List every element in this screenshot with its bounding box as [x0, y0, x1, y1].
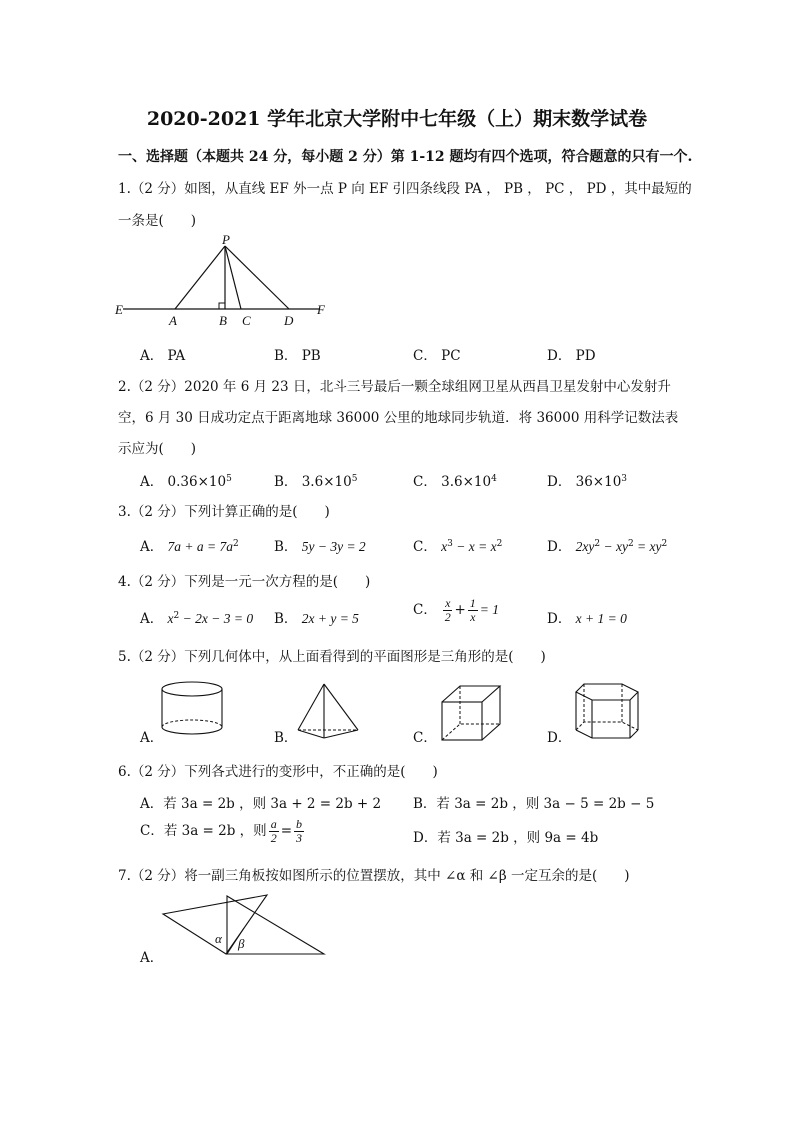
fig-label-p: P	[222, 232, 230, 247]
q6-stem: 6.（2 分）下列各式进行的变形中，不正确的是( )	[118, 764, 438, 780]
q2-line1: 2.（2 分）2020 年 6 月 23 日，北斗三号最后一颗全球组网卫星从西昌卫星发射中心发射升	[118, 379, 671, 395]
q3-stem: 3.（2 分）下列计算正确的是( )	[118, 504, 330, 520]
q6-option-b[interactable]: B．若 3a = 2b ，则 3a − 5 = 2b − 5	[413, 796, 655, 812]
fig-label-e: E	[115, 302, 123, 317]
cube-figure	[440, 684, 510, 744]
q5-option-c[interactable]: C．	[413, 730, 437, 746]
fig-label-alpha: α	[215, 931, 222, 946]
q4-option-c[interactable]: C． $\frac{x}{2}$ + $\frac{1}{x}$ = 1	[413, 596, 500, 624]
page-title: 2020-2021 学年北京大学附中七年级（上）期末数学试卷	[146, 108, 648, 130]
q7-option-a[interactable]: A．	[140, 950, 164, 966]
q6-option-a[interactable]: A．若 3a = 2b ，则 3a + 2 = 2b + 2	[140, 796, 382, 812]
section-heading: 一、选择题（本题共 24 分，每小题 2 分）第 1-12 题均有四个选项，符合题意的只有一个.	[118, 149, 693, 165]
q2-option-c[interactable]: C． $3.6\times 10^4$	[413, 474, 497, 490]
q1-line1: 1.（2 分）如图，从直线 EF 外一点 P 向 EF 引四条线段 PA ， PB ， PC ， PD ，其中最短的	[118, 181, 692, 197]
q5-option-d[interactable]: D．	[547, 730, 572, 746]
q3-option-a[interactable]: A． $7a + a = 7a^2$	[140, 539, 239, 555]
q2-option-d[interactable]: D． $36\times 10^3$	[547, 474, 628, 490]
q3-option-c[interactable]: C． $x^3 - x = x^2$	[413, 539, 503, 555]
pyramid-figure	[296, 682, 366, 742]
q5-option-b[interactable]: B．	[274, 730, 298, 746]
fig-label-a: A	[169, 313, 177, 328]
q4-stem: 4.（2 分）下列是一元一次方程的是( )	[118, 574, 371, 590]
q5-stem: 5.（2 分）下列几何体中，从上面看得到的平面图形是三角形的是( )	[118, 649, 546, 665]
q1-line2: 一条是( )	[118, 213, 197, 229]
fig-label-d: D	[284, 313, 294, 328]
q3-option-b[interactable]: B． 5y − 3y = 2	[274, 539, 366, 555]
cylinder-figure	[160, 680, 230, 740]
q4-option-a[interactable]: A． $x^2 - 2x - 3 = 0$	[140, 611, 254, 627]
q3-option-d[interactable]: D． $2xy^2 - xy^2 = xy^2$	[547, 539, 668, 555]
q6-option-c[interactable]: C．若 3a = 2b ，则 $\frac{a}{2}$ = $\frac{b}{3}$	[140, 817, 302, 845]
q6-option-d[interactable]: D．若 3a = 2b ，则 9a = 4b	[413, 830, 599, 846]
q1-figure	[115, 234, 345, 329]
q1-option-b[interactable]: B． PB	[274, 348, 321, 364]
q5-option-a[interactable]: A．	[140, 730, 164, 746]
q1-option-a[interactable]: A． PA	[140, 348, 186, 364]
fig-label-c: C	[242, 313, 251, 328]
q2-option-b[interactable]: B． $3.6\times 10^5$	[274, 474, 358, 490]
q7-stem: 7.（2 分）将一副三角板按如图所示的位置摆放，其中 ∠α 和 ∠β 一定互余的是( )	[118, 868, 630, 884]
q2-option-a[interactable]: A． $0.36\times 10^5$	[140, 474, 232, 490]
hexagonal-prism-figure	[574, 682, 644, 742]
q4-option-b[interactable]: B． 2x + y = 5	[274, 611, 359, 627]
fig-label-beta: β	[238, 936, 245, 951]
q4-option-d[interactable]: D． x + 1 = 0	[547, 611, 627, 627]
q7-figure-set-squares	[160, 888, 335, 963]
q2-line2: 空，6 月 30 日成功定点于距离地球 36000 公里的地球同步轨道．将 36000 用科学记数法表	[118, 410, 679, 426]
fig-label-b: B	[219, 313, 227, 328]
fig-label-f: F	[317, 302, 325, 317]
q1-option-c[interactable]: C． PC	[413, 348, 461, 364]
q2-line3: 示应为( )	[118, 441, 197, 457]
q1-option-d[interactable]: D． PD	[547, 348, 596, 364]
